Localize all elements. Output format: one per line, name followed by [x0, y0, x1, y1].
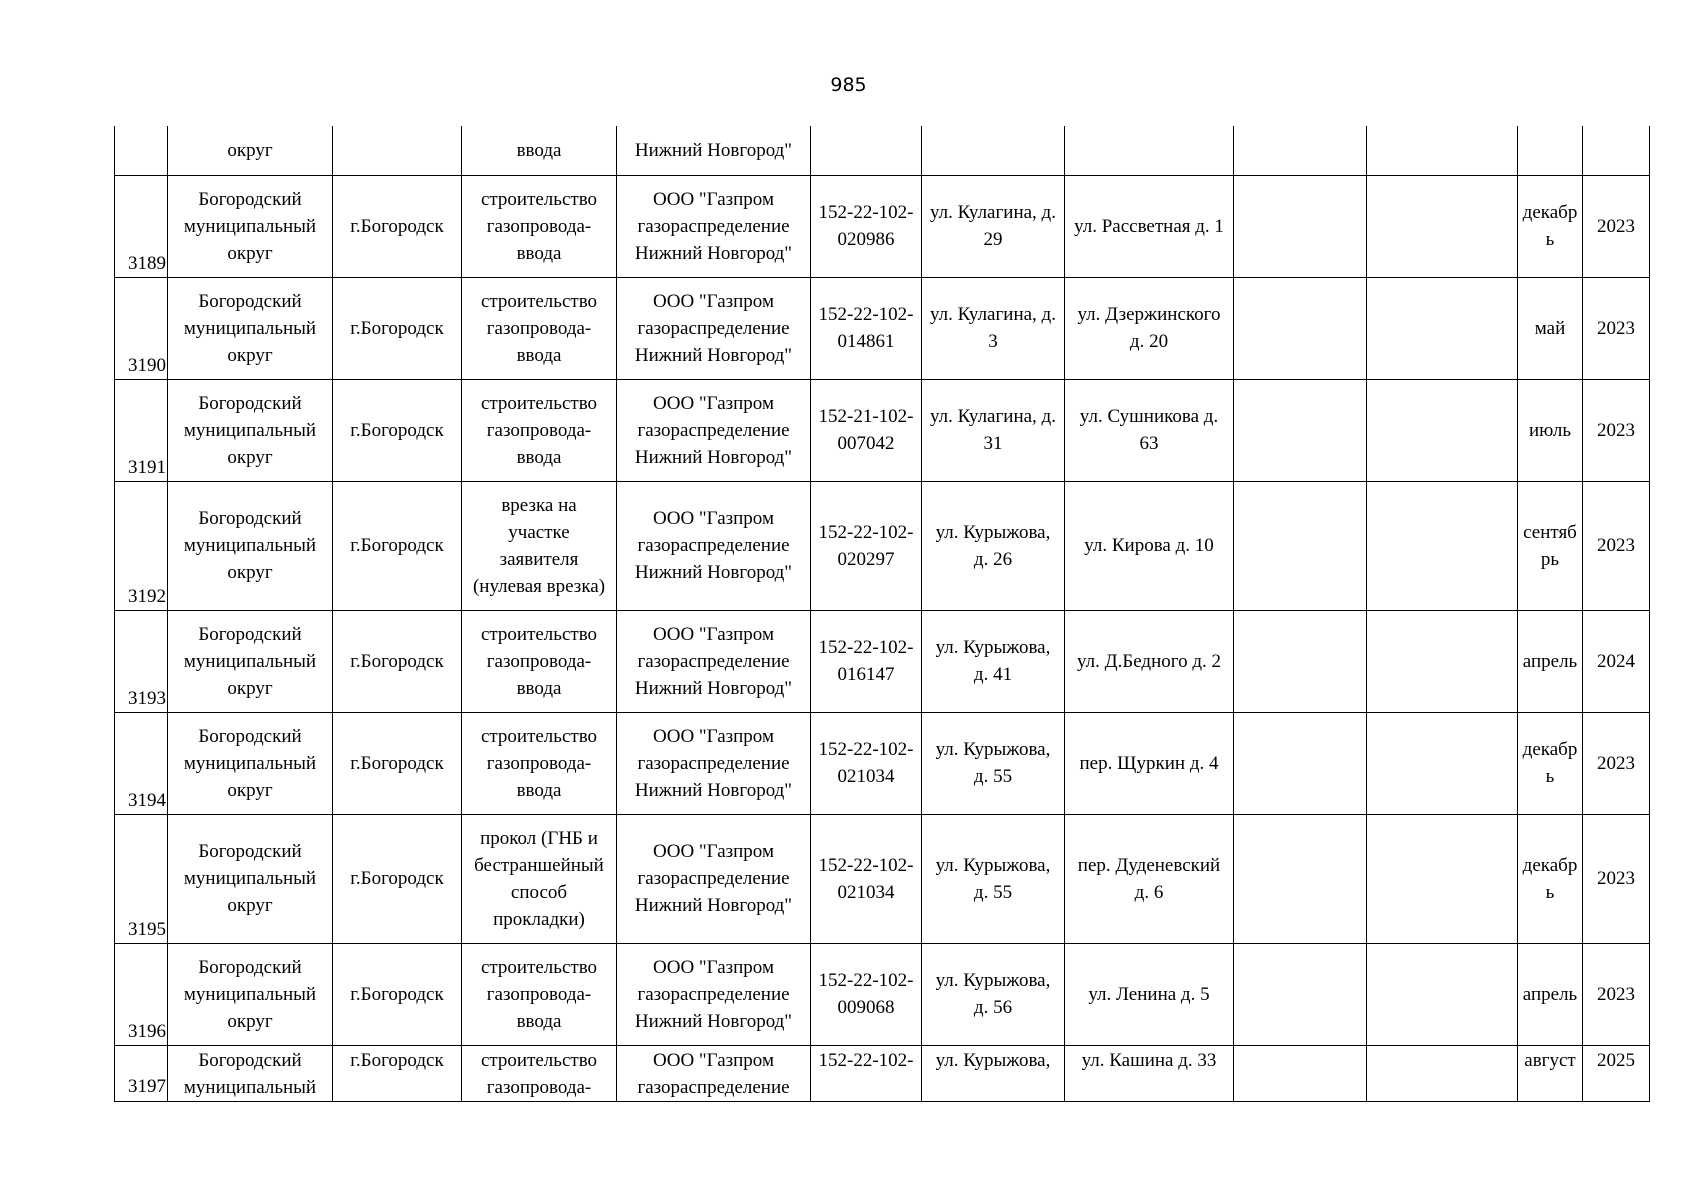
cell-number: 3191	[115, 379, 168, 481]
cell-address-to	[1065, 379, 1234, 481]
cell-year: 2023	[1583, 379, 1650, 481]
cell-line: ул. Курыжова,	[935, 1049, 1051, 1071]
cell-city: г.Богородск	[333, 610, 462, 712]
cell-code	[811, 943, 922, 1045]
cell-address-from	[922, 277, 1065, 379]
cell-line: 152-22-102-	[818, 1049, 914, 1071]
cell-line: муниципальный	[183, 317, 317, 339]
cell-line: Нижний Новгород"	[634, 1010, 793, 1032]
cell-organization	[617, 481, 811, 610]
cell-city: г.Богородск	[333, 175, 462, 277]
cell-line: газораспределение	[637, 650, 790, 672]
cell-year: 2024	[1583, 610, 1650, 712]
cell-line: Нижний Новгород"	[634, 677, 793, 699]
cell-district	[168, 175, 333, 277]
cell-number: 3190	[115, 277, 168, 379]
cell-work-type	[462, 379, 617, 481]
cell-line: 31	[983, 433, 1003, 454]
cell-work-type	[462, 712, 617, 814]
cell-empty	[1234, 943, 1367, 1045]
cell-line: строительство	[480, 623, 598, 645]
continued-row	[115, 126, 1650, 175]
cell-line: 014861	[837, 331, 895, 352]
cell-address-from	[922, 481, 1065, 610]
cell-line: врезка на	[501, 494, 577, 516]
table-row	[115, 481, 1650, 610]
cell-address-to	[1065, 712, 1234, 814]
cell-line: 152-21-102-	[818, 406, 914, 427]
cell-empty	[1367, 277, 1518, 379]
cell-line: август	[1524, 1049, 1576, 1071]
cell-empty	[1367, 943, 1518, 1045]
cell-line: д. 55	[973, 881, 1013, 903]
cell-line: прокладки)	[493, 908, 585, 930]
cell-organization	[617, 175, 811, 277]
cell-line: муниципальный	[183, 1076, 317, 1098]
cell-line: строительство	[480, 290, 598, 312]
cell-city: г.Богородск	[333, 814, 462, 943]
cell-empty	[1234, 379, 1367, 481]
cell-city: г.Богородск	[333, 943, 462, 1045]
cell-line: июль	[1528, 419, 1572, 441]
data-table	[114, 126, 1650, 1102]
cell-line: сентяб	[1523, 521, 1577, 543]
cell-line: май	[1534, 317, 1566, 339]
cell-line: рь	[1540, 548, 1560, 570]
cell-line: 3	[988, 331, 998, 352]
cell-line: Богородский	[198, 392, 302, 414]
cell-month	[1518, 1045, 1583, 1101]
cell-line: Богородский	[198, 725, 302, 747]
cell-address-to	[1065, 126, 1234, 175]
cell-empty	[1367, 379, 1518, 481]
cell-organization	[617, 277, 811, 379]
cell-year: 2023	[1583, 175, 1650, 277]
cell-line: Нижний Новгород"	[634, 562, 793, 583]
cell-month	[1518, 126, 1583, 175]
cell-line: заявителя	[499, 548, 579, 570]
cell-line: газораспределение	[637, 419, 790, 441]
cell-address-from	[922, 1045, 1065, 1101]
cell-line: 152-22-102-	[818, 854, 914, 876]
cell-code	[811, 1045, 922, 1101]
cell-empty	[1367, 610, 1518, 712]
cell-code	[811, 610, 922, 712]
cell-line: строительство	[480, 725, 598, 747]
cell-empty	[1234, 175, 1367, 277]
cell-line: 29	[983, 229, 1003, 250]
cell-address-to	[1065, 814, 1234, 943]
cell-month	[1518, 481, 1583, 610]
cell-line: 152-22-102-	[818, 521, 914, 543]
cell-number: 3195	[115, 814, 168, 943]
cell-line: муниципальный	[183, 419, 317, 441]
cell-year: 2023	[1583, 712, 1650, 814]
table-row	[115, 712, 1650, 814]
cell-line: 020297	[837, 548, 895, 570]
cell-city: г.Богородск	[333, 712, 462, 814]
cell-line: ввода	[516, 779, 562, 801]
cell-line: способ	[510, 881, 568, 903]
cell-line: строительство	[480, 392, 598, 414]
cell-empty	[1367, 814, 1518, 943]
cell-work-type	[462, 175, 617, 277]
page-number: 985	[830, 74, 867, 96]
cell-month	[1518, 379, 1583, 481]
cell-line: строительство	[480, 1049, 598, 1071]
cell-year: 2023	[1583, 481, 1650, 610]
cell-empty	[1367, 126, 1518, 175]
cell-city	[333, 126, 462, 175]
cell-line: ООО "Газпром	[653, 188, 774, 210]
cell-line: муниципальный	[183, 752, 317, 774]
cell-address-to	[1065, 610, 1234, 712]
cell-code	[811, 277, 922, 379]
cell-line: газопровода-	[486, 1076, 592, 1098]
cell-empty	[1234, 481, 1367, 610]
cell-line: (нулевая врезка)	[472, 575, 606, 597]
cell-month	[1518, 814, 1583, 943]
cell-line: Богородский	[198, 841, 302, 862]
cell-district	[168, 712, 333, 814]
cell-line: ь	[1545, 229, 1555, 250]
cell-line: ул. Кашина д. 33	[1081, 1049, 1217, 1071]
cell-line: ул. Курыжова,	[935, 970, 1051, 991]
cell-line: округ	[227, 779, 273, 801]
cell-year: 2025	[1583, 1045, 1650, 1101]
cell-line: апрель	[1522, 650, 1578, 672]
cell-number: 3194	[115, 712, 168, 814]
cell-line: 021034	[837, 766, 895, 787]
cell-work-type	[462, 943, 617, 1045]
cell-line: ул. Ленина д. 5	[1088, 983, 1210, 1005]
cell-code	[811, 175, 922, 277]
table-body	[115, 126, 1650, 1101]
cell-line: ООО "Газпром	[653, 508, 774, 529]
table-row	[115, 943, 1650, 1045]
cell-line: д. 56	[973, 997, 1013, 1018]
cell-address-to	[1065, 943, 1234, 1045]
cell-city: г.Богородск	[333, 481, 462, 610]
cell-line: 152-22-102-	[818, 739, 914, 760]
table-row	[115, 379, 1650, 481]
cell-address-from	[922, 175, 1065, 277]
cell-organization	[617, 943, 811, 1045]
cell-work-type	[462, 481, 617, 610]
cell-code	[811, 126, 922, 175]
cell-line: 152-22-102-	[818, 970, 914, 991]
cell-organization	[617, 712, 811, 814]
cell-address-from	[922, 126, 1065, 175]
cell-line: Нижний Новгород"	[634, 344, 793, 366]
cell-line: ул. Курыжова,	[935, 521, 1051, 543]
cell-number: 3196	[115, 943, 168, 1045]
table-row	[115, 277, 1650, 379]
cell-address-from	[922, 814, 1065, 943]
cell-line: ул. Д.Бедного д. 2	[1076, 650, 1222, 672]
cell-number: 3197	[115, 1045, 168, 1101]
cell-empty	[1234, 126, 1367, 175]
cell-year: 2023	[1583, 943, 1650, 1045]
cell-work-type: ввода	[462, 126, 617, 175]
cell-district	[168, 814, 333, 943]
cell-line: Богородский	[198, 956, 302, 978]
cell-line: газораспределение	[637, 1076, 790, 1098]
cell-work-type	[462, 814, 617, 943]
cell-line: Нижний Новгород"	[634, 779, 793, 801]
cell-line: ул. Кулагина, д.	[930, 406, 1056, 427]
cell-line: бестраншейный	[474, 854, 604, 876]
cell-line: д. 20	[1129, 331, 1169, 352]
cell-line: Нижний Новгород"	[634, 242, 793, 264]
cell-empty	[1234, 814, 1367, 943]
cell-line: ул. Дзержинского	[1077, 304, 1221, 325]
cell-address-from	[922, 379, 1065, 481]
cell-empty	[1367, 481, 1518, 610]
cell-line: д. 55	[973, 766, 1013, 787]
cell-line: Богородский	[198, 188, 302, 210]
cell-number	[115, 126, 168, 175]
cell-line: д. 41	[973, 664, 1013, 685]
cell-code	[811, 379, 922, 481]
cell-district	[168, 277, 333, 379]
cell-line: газопровода-	[486, 752, 592, 774]
cell-empty	[1234, 277, 1367, 379]
cell-empty	[1367, 1045, 1518, 1101]
cell-month	[1518, 175, 1583, 277]
cell-line: ул. Сушникова д.	[1079, 406, 1219, 427]
cell-work-type	[462, 1045, 617, 1101]
cell-empty	[1234, 712, 1367, 814]
cell-organization	[617, 1045, 811, 1101]
table-row	[115, 175, 1650, 277]
cell-line: газораспределение	[637, 317, 790, 339]
cell-line: Богородский	[198, 1049, 302, 1071]
cell-line: газораспределение	[637, 752, 790, 774]
cell-line: округ	[227, 1010, 273, 1032]
cell-address-from	[922, 943, 1065, 1045]
cell-line: округ	[227, 895, 273, 916]
cell-line: Богородский	[198, 508, 302, 529]
cell-organization	[617, 379, 811, 481]
cell-line: округ	[227, 446, 273, 468]
cell-line: муниципальный	[183, 215, 317, 237]
cell-line: 016147	[837, 664, 895, 685]
cell-line: газораспределение	[637, 215, 790, 237]
cell-line: газопровода-	[486, 983, 592, 1005]
cell-number: 3193	[115, 610, 168, 712]
cell-line: муниципальный	[183, 650, 317, 672]
cell-line: ввода	[516, 1010, 562, 1032]
cell-line: газопровода-	[486, 419, 592, 441]
cell-district	[168, 943, 333, 1045]
cell-district: округ	[168, 126, 333, 175]
cell-district	[168, 481, 333, 610]
cell-line: декабр	[1522, 854, 1578, 876]
cell-city: г.Богородск	[333, 277, 462, 379]
cell-line: прокол (ГНБ и	[480, 827, 598, 849]
cell-line: ООО "Газпром	[653, 623, 774, 645]
cell-line: ООО "Газпром	[653, 1049, 774, 1071]
cell-line: участке	[508, 521, 570, 543]
table-row	[115, 814, 1650, 943]
cell-line: ул. Рассветная д. 1	[1074, 215, 1224, 237]
cell-work-type	[462, 277, 617, 379]
cell-work-type	[462, 610, 617, 712]
cell-empty	[1234, 1045, 1367, 1101]
cell-line: Богородский	[198, 290, 302, 312]
cell-organization	[617, 610, 811, 712]
cell-month	[1518, 943, 1583, 1045]
table-row	[115, 610, 1650, 712]
cell-line: газопровода-	[486, 317, 592, 339]
cell-line: 152-22-102-	[818, 202, 914, 223]
cell-line: ООО "Газпром	[653, 392, 774, 414]
cell-line: ь	[1545, 881, 1555, 903]
cell-line: 007042	[837, 433, 895, 454]
cell-city: г.Богородск	[333, 1045, 462, 1101]
cell-district	[168, 1045, 333, 1101]
cell-line: 021034	[837, 881, 895, 903]
cell-line: округ	[227, 677, 273, 699]
cell-line: пер. Дуденевский	[1077, 854, 1221, 876]
cell-line: д. 6	[1134, 881, 1164, 903]
cell-line: строительство	[480, 956, 598, 978]
cell-line: ввода	[516, 446, 562, 468]
cell-line: д. 26	[973, 548, 1013, 570]
cell-line: газораспределение	[637, 983, 790, 1005]
cell-line: 009068	[837, 997, 895, 1018]
cell-month	[1518, 712, 1583, 814]
cell-line: муниципальный	[183, 535, 317, 556]
cell-number: 3189	[115, 175, 168, 277]
cell-address-to	[1065, 175, 1234, 277]
cell-line: ООО "Газпром	[653, 290, 774, 312]
cell-line: ввода	[516, 344, 562, 366]
cell-code	[811, 712, 922, 814]
cell-line: 63	[1139, 433, 1159, 454]
cell-city: г.Богородск	[333, 379, 462, 481]
cell-address-from	[922, 712, 1065, 814]
cell-empty	[1367, 175, 1518, 277]
cell-district	[168, 379, 333, 481]
cell-district	[168, 610, 333, 712]
cell-line: строительство	[480, 188, 598, 210]
cell-line: газопровода-	[486, 215, 592, 237]
cell-line: апрель	[1522, 983, 1578, 1005]
cell-line: ввода	[516, 677, 562, 699]
cell-month	[1518, 277, 1583, 379]
cell-line: Нижний Новгород"	[634, 895, 793, 916]
cell-year: 2023	[1583, 814, 1650, 943]
cell-year: 2023	[1583, 277, 1650, 379]
cell-line: муниципальный	[183, 868, 317, 889]
cell-line: ул. Курыжова,	[935, 637, 1051, 658]
cell-line: округ	[227, 344, 273, 366]
cell-line: ул. Кирова д. 10	[1084, 535, 1214, 556]
cell-address-from	[922, 610, 1065, 712]
cell-line: 152-22-102-	[818, 637, 914, 658]
cell-line: ул. Курыжова,	[935, 739, 1051, 760]
cell-line: ул. Кулагина, д.	[930, 202, 1056, 223]
cell-address-to	[1065, 1045, 1234, 1101]
cell-line: декабр	[1522, 739, 1578, 760]
cell-line: Богородский	[198, 623, 302, 645]
cell-month	[1518, 610, 1583, 712]
cell-line: ООО "Газпром	[653, 841, 774, 862]
cell-line: ь	[1545, 766, 1555, 787]
cell-line: округ	[227, 242, 273, 264]
cell-line: декабр	[1522, 202, 1578, 223]
cell-code	[811, 481, 922, 610]
cell-line: ООО "Газпром	[653, 725, 774, 747]
cell-year	[1583, 126, 1650, 175]
cell-line: муниципальный	[183, 983, 317, 1005]
cell-line: пер. Щуркин д. 4	[1079, 752, 1219, 774]
cell-code	[811, 814, 922, 943]
cell-line: 020986	[837, 229, 895, 250]
cell-address-to	[1065, 277, 1234, 379]
cell-empty	[1234, 610, 1367, 712]
cell-line: Нижний Новгород"	[634, 446, 793, 468]
cell-line: округ	[227, 562, 273, 583]
cell-line: ввода	[516, 242, 562, 264]
cell-line: 152-22-102-	[818, 304, 914, 325]
cell-line: ул. Кулагина, д.	[930, 304, 1056, 325]
cell-address-to	[1065, 481, 1234, 610]
cell-line: газопровода-	[486, 650, 592, 672]
cell-line: ул. Курыжова,	[935, 854, 1051, 876]
cell-line: газораспределение	[637, 868, 790, 889]
cell-organization	[617, 814, 811, 943]
cell-line: газораспределение	[637, 535, 790, 556]
cell-empty	[1367, 712, 1518, 814]
cell-number: 3192	[115, 481, 168, 610]
cell-organization: Нижний Новгород"	[617, 126, 811, 175]
table-row-partial	[115, 1045, 1650, 1101]
cell-line: ООО "Газпром	[653, 956, 774, 978]
